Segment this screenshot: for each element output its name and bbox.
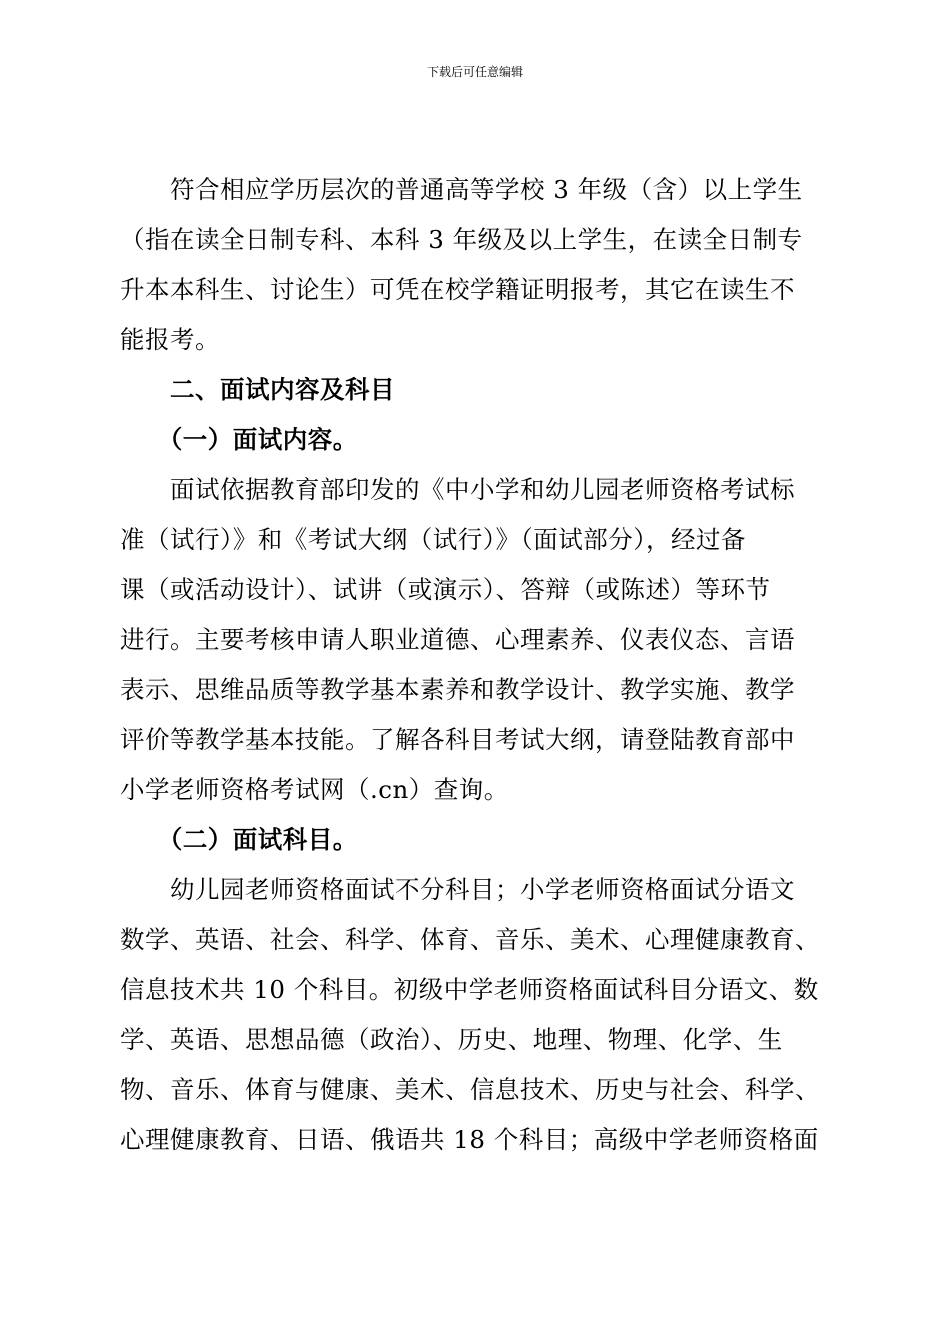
paragraph-line: 进行。主要考核申请人职业道德、心理素养、仪表仪态、言语 (120, 625, 795, 654)
paragraph-line: （指在读全日制专科、本科 3 年级及以上学生，在读全日制专 (120, 225, 803, 254)
paragraph-line: 数学、英语、社会、科学、体育、音乐、美术、心理健康教育、 (120, 925, 820, 954)
subsection-heading: （一）面试内容。 (120, 425, 358, 454)
paragraph-line: 评价等教学基本技能。了解各科目考试大纲，请登陆教育部中 (120, 725, 795, 754)
paragraph-line: 心理健康教育、日语、俄语共 18 个科目；高级中学老师资格面 (120, 1125, 819, 1154)
paragraph-line: 学、英语、思想品德（政治）、历史、地理、物理、化学、生 (120, 1025, 783, 1054)
subsection-heading: （二）面试科目。 (120, 825, 358, 854)
paragraph-line: 课（或活动设计）、试讲（或演示）、答辩（或陈述）等环节 (120, 575, 771, 604)
paragraph-line: 信息技术共 10 个科目。初级中学老师资格面试科目分语文、数 (120, 975, 819, 1004)
paragraph-line: 准（试行）》和《考试大纲（试行）》（面试部分），经过备 (120, 525, 746, 554)
section-heading: 二、面试内容及科目 (120, 375, 395, 404)
paragraph-line: 小学老师资格考试网（.cn）查询。 (120, 775, 509, 804)
paragraph-line: 表示、思维品质等教学基本素养和教学设计、教学实施、教学 (120, 675, 795, 704)
paragraph-line: 能报考。 (120, 325, 220, 354)
page-header: 下载后可任意编辑 (426, 65, 523, 79)
paragraph-line: 幼儿园老师资格面试不分科目；小学老师资格面试分语文 (120, 875, 795, 904)
paragraph-line: 面试依据教育部印发的《中小学和幼儿园老师资格考试标 (120, 475, 795, 504)
paragraph-line: 升本本科生、讨论生）可凭在校学籍证明报考，其它在读生不 (120, 275, 795, 304)
paragraph-line: 物、音乐、体育与健康、美术、信息技术、历史与社会、科学、 (120, 1075, 820, 1104)
paragraph-line: 符合相应学历层次的普通高等学校 3 年级（含）以上学生 (120, 175, 803, 204)
